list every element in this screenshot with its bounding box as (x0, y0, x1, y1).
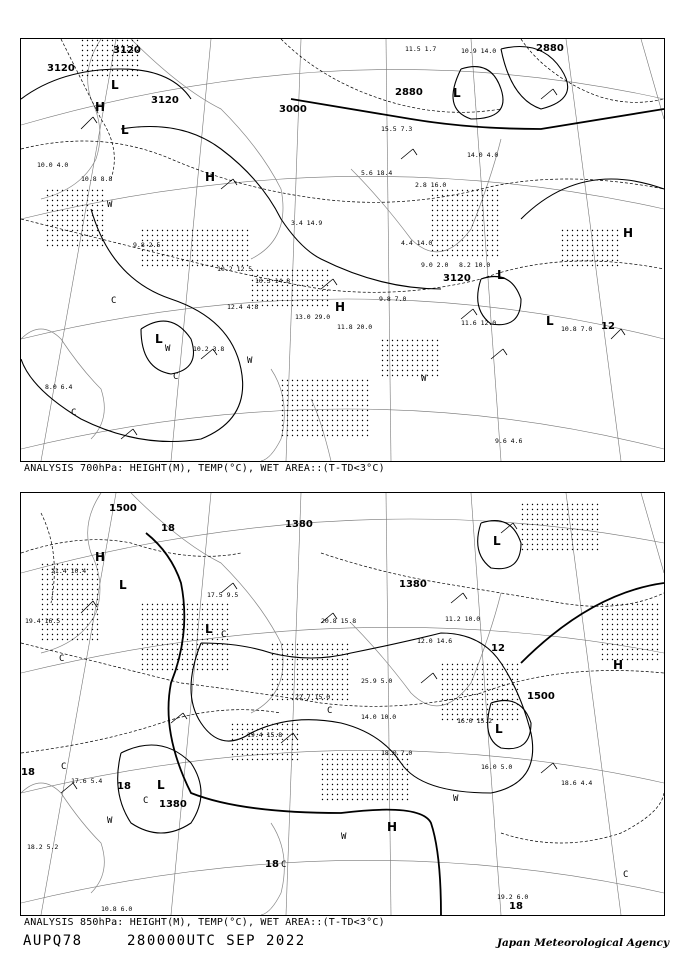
pressure-low-marker: L (121, 123, 129, 137)
station-value: 16.0 5.0 (481, 763, 513, 771)
caption-850hpa: ANALYSIS 850hPa: HEIGHT(M), TEMP(°C), WET AREA::(T-TD<3°C) (24, 917, 385, 928)
cold-label: C (111, 296, 117, 306)
contour-label: 3000 (279, 104, 307, 115)
pressure-low-marker: L (497, 268, 505, 282)
cold-label: C (61, 762, 67, 772)
cold-label: C (327, 706, 333, 716)
station-value: 19.2 6.0 (497, 893, 529, 901)
station-value: 20.8 15.8 (321, 617, 357, 625)
cold-label: C (59, 654, 65, 664)
contour-label: 3120 (47, 63, 75, 74)
station-value: 9.6 4.6 (495, 437, 523, 445)
chart-850hpa (20, 492, 665, 916)
station-value: 10.3 14.8 (255, 277, 291, 285)
chart-700hpa (20, 38, 665, 462)
station-value: 14.0 10.0 (361, 713, 397, 721)
warm-label: W (421, 374, 427, 384)
station-value: 12.4 4.8 (227, 303, 259, 311)
cold-label: C (173, 372, 179, 382)
contour-label: 3120 (151, 95, 179, 106)
pressure-low-marker: L (157, 778, 165, 792)
chart-identifier: AUPQ78 (23, 933, 83, 949)
warm-label: W (247, 356, 253, 366)
contour-label: 3120 (113, 45, 141, 56)
station-value: 3.4 14.9 (291, 219, 323, 227)
pressure-high-marker: H (95, 100, 106, 114)
station-value: 21.4 10.4 (51, 567, 87, 575)
valid-time: 280000UTC SEP 2022 (127, 933, 306, 949)
pressure-low-marker: L (495, 722, 503, 736)
contour-label: 18 (117, 781, 131, 792)
station-value: 17.6 5.4 (71, 777, 103, 785)
pressure-high-marker: H (335, 300, 346, 314)
pressure-systems (95, 78, 633, 346)
contour-label: 2880 (536, 43, 564, 54)
caption-700hpa: ANALYSIS 700hPa: HEIGHT(M), TEMP(°C), WET AREA::(T-TD<3°C) (24, 463, 385, 474)
station-value: 9.0 2.0 (421, 261, 449, 269)
station-value: 25.9 5.0 (361, 677, 393, 685)
station-value: 11.2 10.0 (445, 615, 481, 623)
station-value: 12.0 14.6 (417, 637, 453, 645)
coastlines (21, 493, 501, 915)
pressure-low-marker: L (111, 78, 119, 92)
station-value: 8.2 10.0 (459, 261, 491, 269)
station-value: 10.9 14.0 (461, 47, 497, 55)
warm-label: W (341, 832, 347, 842)
pressure-low-marker: L (546, 314, 554, 328)
station-value: 11.6 12.0 (461, 319, 497, 327)
station-value: 10.0 4.0 (37, 161, 69, 169)
station-value: 15.5 7.3 (381, 125, 413, 133)
wet-areas (46, 39, 621, 439)
pressure-high-marker: H (205, 170, 216, 184)
station-value: 11.5 1.7 (405, 45, 437, 53)
cold-label: C (221, 630, 227, 640)
map-850hpa-canvas (21, 493, 664, 915)
contour-label: 12 (491, 643, 505, 654)
station-value: 11.8 20.0 (337, 323, 373, 331)
contour-label: 3120 (443, 273, 471, 284)
station-value: 10.8 6.0 (101, 905, 133, 913)
station-value: 18.2 5.2 (27, 843, 59, 851)
station-value: 5.6 18.4 (361, 169, 393, 177)
pressure-low-marker: L (493, 534, 501, 548)
station-value: 10.2 12.5 (217, 265, 253, 273)
warm-label: W (453, 794, 459, 804)
cold-label: C (143, 796, 149, 806)
contour-label: 1380 (399, 579, 427, 590)
pressure-high-marker: H (95, 550, 106, 564)
cold-label: C (71, 408, 77, 418)
station-value: 18.0 7.0 (381, 749, 413, 757)
station-value: 8.0 6.4 (45, 383, 73, 391)
pressure-low-marker: L (155, 332, 163, 346)
pressure-high-marker: H (623, 226, 634, 240)
station-value: 2.8 16.0 (415, 181, 447, 189)
station-value: 9.8 2.5 (133, 241, 161, 249)
pressure-low-marker: L (205, 622, 213, 636)
station-value: 16.0 15.2 (457, 717, 493, 725)
station-value: 17.5 9.5 (207, 591, 239, 599)
station-value: 10.8 8.8 (81, 175, 113, 183)
station-value: 19.4 16.5 (25, 617, 61, 625)
contour-label: 2880 (395, 87, 423, 98)
contour-label: 18 (161, 523, 175, 534)
station-value: 10.2 3.8 (193, 345, 225, 353)
contour-label: 1380 (159, 799, 187, 810)
contour-label: 18 (21, 767, 35, 778)
pressure-low-marker: H (387, 820, 398, 834)
cold-label: C (281, 860, 287, 870)
map-700hpa-canvas (21, 39, 664, 461)
longitude-lines (41, 493, 664, 915)
contour-label: 12 (601, 321, 615, 332)
pressure-high-marker: H (613, 658, 624, 672)
station-value: 9.8 7.0 (379, 295, 407, 303)
pressure-low-marker: L (119, 578, 127, 592)
contour-label: 1500 (109, 503, 137, 514)
warm-label: W (165, 344, 171, 354)
station-value: 19.4 15.8 (247, 731, 283, 739)
station-value: 13.0 29.0 (295, 313, 331, 321)
warm-label: W (107, 200, 113, 210)
station-value: 10.8 7.0 (561, 325, 593, 333)
cold-label: C (623, 870, 629, 880)
warm-label: W (107, 816, 113, 826)
station-value: 4.4 14.0 (401, 239, 433, 247)
station-value: 22.7 15.0 (295, 693, 331, 701)
contour-label: 18 (265, 859, 279, 870)
station-value: 18.6 4.4 (561, 779, 593, 787)
contour-label: 1380 (285, 519, 313, 530)
contour-label: 18 (509, 901, 523, 912)
pressure-low-marker: L (453, 86, 461, 100)
station-observations (25, 567, 592, 913)
contour-label: 1500 (527, 691, 555, 702)
agency-name: Japan Meteorological Agency (497, 937, 670, 949)
station-value: 14.0 4.0 (467, 151, 499, 159)
latitude-lines (21, 519, 664, 903)
